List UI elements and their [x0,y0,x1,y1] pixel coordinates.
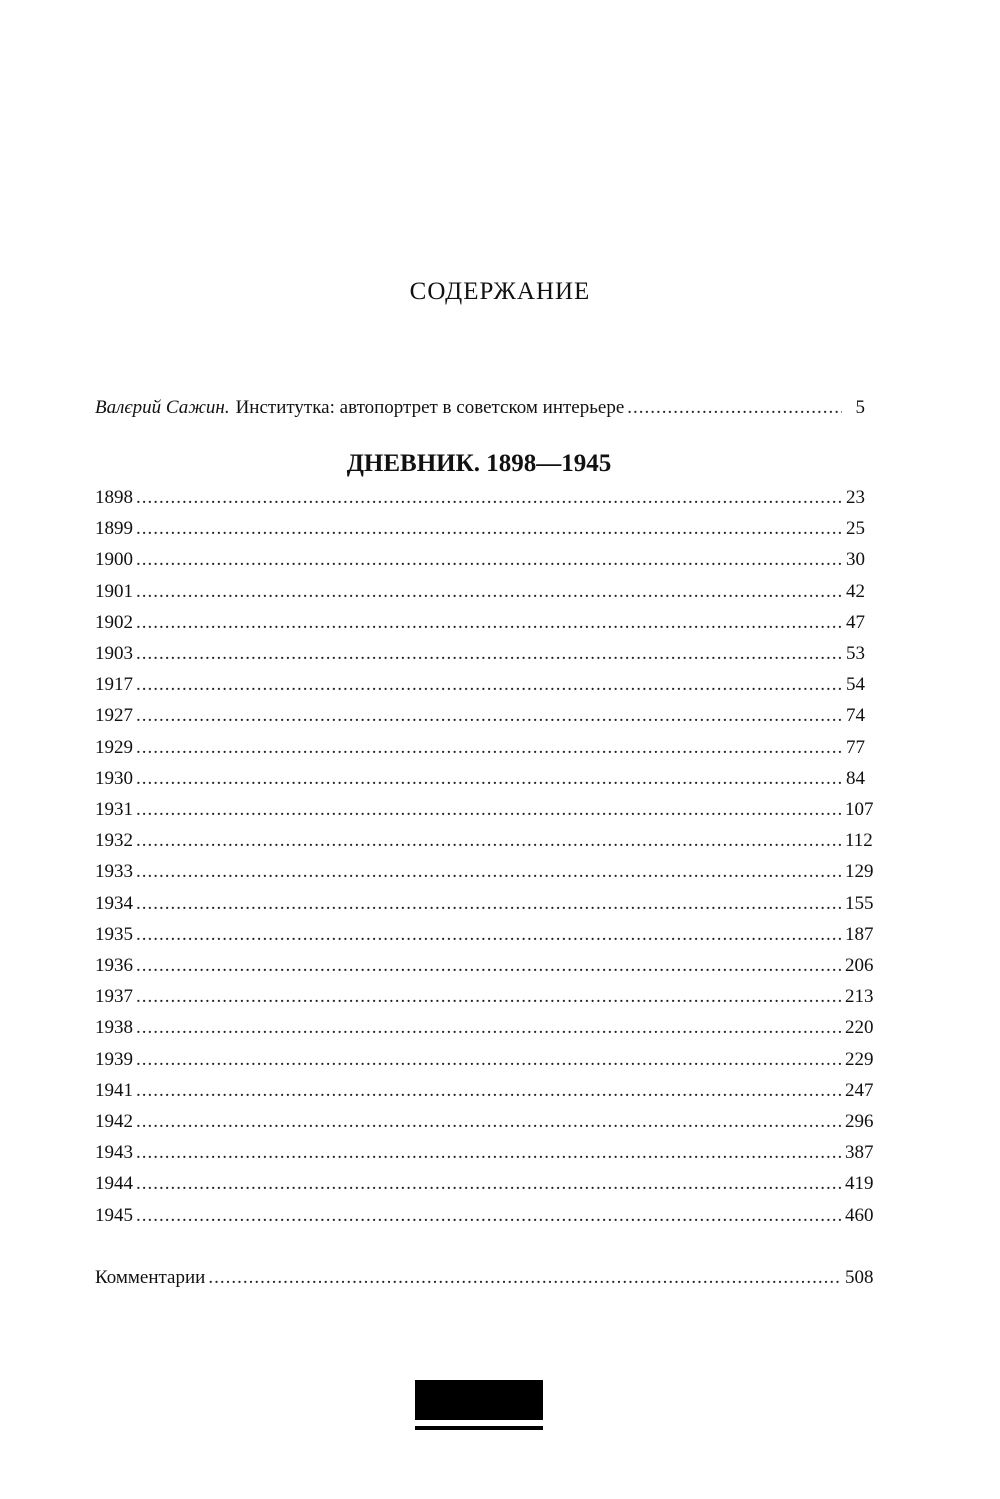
year-page-number: 107 [845,799,874,820]
toc-entry-year[interactable] [95,1048,874,1072]
year-page-number: 129 [845,861,874,882]
year-label: 1899 [95,518,133,539]
page-title: СОДЕРЖАНИЕ [409,278,591,305]
year-label: 1932 [95,830,133,851]
toc-entry-year[interactable] [95,548,865,572]
toc-entry-year[interactable] [95,798,874,822]
toc-entry-year[interactable] [95,767,865,791]
year-label: 1933 [95,861,133,882]
toc-entry-year[interactable] [95,486,865,510]
intro-page-number: 5 [855,397,865,418]
dot-leader [136,1172,842,1196]
dot-leader [136,517,842,541]
dot-leader [136,611,842,635]
year-label: 1939 [95,1049,133,1070]
year-label: 1936 [95,955,133,976]
year-page-number: 460 [845,1205,874,1226]
year-label: 1945 [95,1205,133,1226]
dot-leader [136,1204,842,1228]
dot-leader [136,1141,842,1165]
year-page-number: 213 [845,986,874,1007]
decorative-black-block [415,1380,543,1420]
dot-leader [627,396,842,420]
year-label: 1937 [95,986,133,1007]
year-page-number: 30 [846,549,865,570]
year-label: 1927 [95,705,133,726]
dot-leader [136,580,842,604]
toc-entry-year[interactable] [95,1141,874,1165]
toc-entry-year[interactable] [95,954,874,978]
dot-leader [136,985,842,1009]
year-label: 1944 [95,1173,133,1194]
dot-leader [136,1016,842,1040]
toc-entry-year[interactable] [95,1172,874,1196]
year-label: 1930 [95,768,133,789]
dot-leader [136,860,842,884]
year-page-number: 229 [845,1049,874,1070]
toc-entry-year[interactable] [95,517,865,541]
year-label: 1901 [95,581,133,602]
year-label: 1903 [95,643,133,664]
year-page-number: 220 [845,1017,874,1038]
year-page-number: 84 [846,768,865,789]
toc-entry-year[interactable] [95,829,873,853]
toc-entry-year[interactable] [95,642,865,666]
intro-author: Валєрий Сажин. [95,397,230,418]
toc-entry-year[interactable] [95,923,874,947]
decorative-black-rule [415,1426,543,1430]
year-page-number: 387 [845,1142,874,1163]
toc-entry-year[interactable] [95,704,865,728]
year-page-number: 206 [845,955,874,976]
toc-entry-year[interactable] [95,1110,874,1134]
dot-leader [136,1048,842,1072]
dot-leader [136,798,842,822]
toc-entry-year[interactable] [95,1079,874,1103]
dot-leader [136,892,842,916]
toc-entry-intro[interactable] [95,396,865,420]
year-page-number: 25 [846,518,865,539]
year-label: 1942 [95,1111,133,1132]
year-label: 1935 [95,924,133,945]
dot-leader [136,486,842,510]
section-title: ДНЕВНИК. 1898—1945 [346,450,612,477]
year-page-number: 47 [846,612,865,633]
toc-entry-year[interactable] [95,580,865,604]
toc-entry-year[interactable] [95,1204,874,1228]
comments-page-number: 508 [845,1267,874,1288]
year-page-number: 187 [845,924,874,945]
year-label: 1934 [95,893,133,914]
year-label: 1941 [95,1080,133,1101]
toc-entry-year[interactable] [95,673,865,697]
year-label: 1931 [95,799,133,820]
toc-entry-year[interactable] [95,985,874,1009]
dot-leader [136,1079,842,1103]
year-page-number: 247 [845,1080,874,1101]
dot-leader [136,1110,842,1134]
year-page-number: 77 [846,737,865,758]
dot-leader [136,673,842,697]
dot-leader [136,704,842,728]
intro-title: Институтка: автопортрет в советском интерьере [235,397,625,418]
toc-entry-year[interactable] [95,736,865,760]
dot-leader [136,642,842,666]
year-page-number: 155 [845,893,874,914]
year-page-number: 53 [846,643,865,664]
year-label: 1900 [95,549,133,570]
year-label: 1943 [95,1142,133,1163]
year-label: 1929 [95,737,133,758]
comments-label: Комментарии [95,1267,206,1288]
year-label: 1938 [95,1017,133,1038]
toc-entry-year[interactable] [95,611,865,635]
dot-leader [136,954,842,978]
dot-leader [136,736,842,760]
toc-entry-comments[interactable] [95,1266,874,1290]
toc-entry-year[interactable] [95,1016,874,1040]
dot-leader [136,829,842,853]
dot-leader [136,923,842,947]
year-label: 1898 [95,487,133,508]
toc-entry-year[interactable] [95,892,874,916]
year-page-number: 74 [846,705,865,726]
year-page-number: 54 [846,674,865,695]
year-page-number: 419 [845,1173,874,1194]
dot-leader [136,767,842,791]
dot-leader [208,1266,842,1290]
year-label: 1902 [95,612,133,633]
year-label: 1917 [95,674,133,695]
dot-leader [136,548,842,572]
year-page-number: 112 [845,830,873,851]
toc-entry-year[interactable] [95,860,874,884]
year-page-number: 23 [846,487,865,508]
year-page-number: 296 [845,1111,874,1132]
year-page-number: 42 [846,581,865,602]
